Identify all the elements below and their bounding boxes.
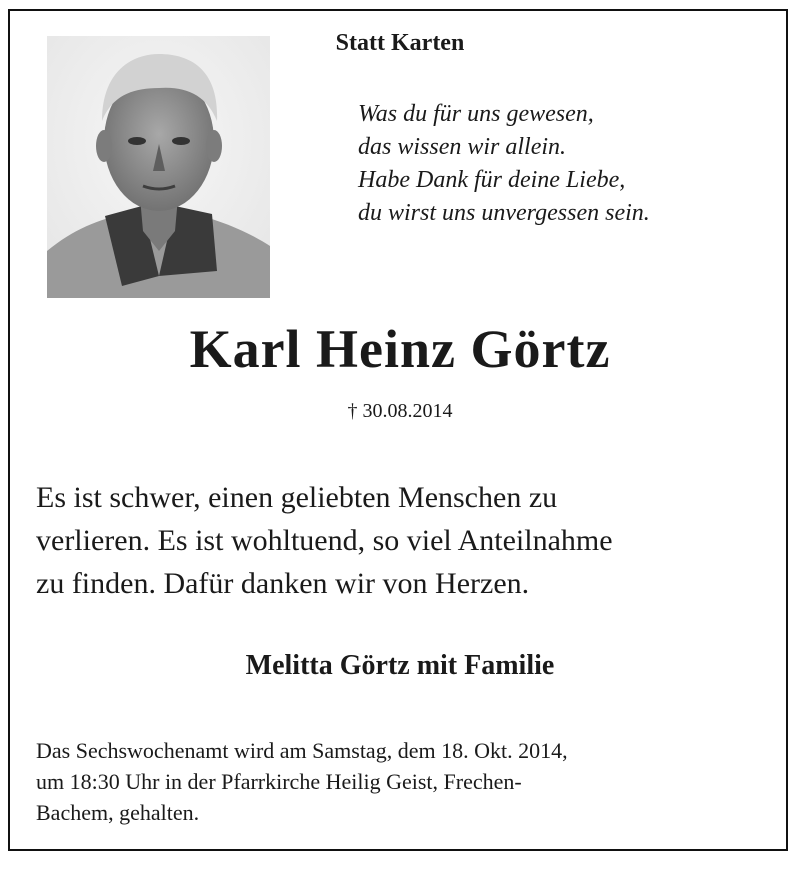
statt-karten-heading: Statt Karten [335,30,465,56]
thanks-line: Es ist schwer, einen geliebten Menschen zu [36,481,558,514]
family-signature: Melitta Görtz mit Familie [245,650,555,681]
notice-line: um 18:30 Uhr in der Pfarrkirche Heilig Geist, Frechen- [36,769,522,794]
portrait-photo [47,36,270,298]
poem-line: das wissen wir allein. [358,134,567,160]
thanks-paragraph [36,476,776,605]
poem-line: Habe Dank für deine Liebe, [358,167,626,193]
thanks-line: zu finden. Dafür danken wir von Herzen. [36,567,530,600]
poem-line: Was du für uns gewesen, [358,101,594,127]
notice-line: Bachem, gehalten. [36,800,200,825]
death-date: † 30.08.2014 [347,400,453,422]
service-notice [36,735,776,828]
memorial-poem [358,98,650,230]
notice-line: Das Sechswochenamt wird am Samstag, dem 18. Okt. 2014, [36,738,568,763]
poem-line: du wirst uns unvergessen sein. [358,200,650,226]
deceased-name: Karl Heinz Görtz [189,319,611,379]
thanks-line: verlieren. Es ist wohltuend, so viel Anteilnahme [36,524,613,557]
